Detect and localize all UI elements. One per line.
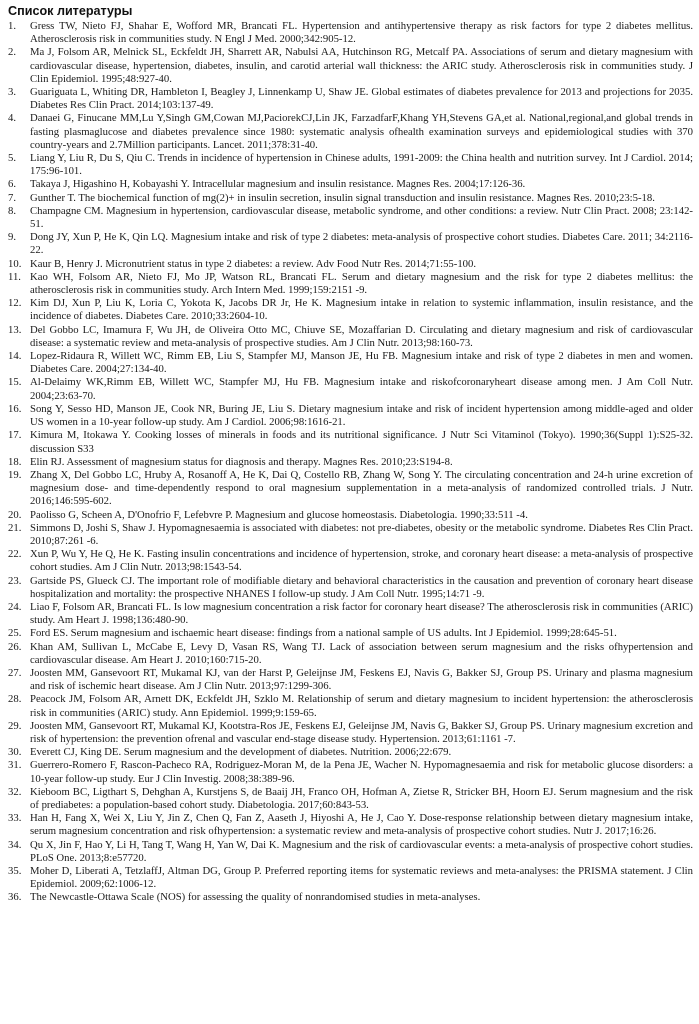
reference-number: 23. [8,574,22,587]
reference-number: 29. [8,719,22,732]
reference-item [6,112,693,152]
reference-number: 15. [8,376,22,389]
reference-text: Song Y, Sesso HD, Manson JE, Cook NR, Buring JE, Liu S. Dietary magnesium intake and risk of incident hypertension among middle-aged and older US women in a 10-year follow-up study. Am J Cardiol. 2006;98:1616-21. [30,402,693,429]
reference-text: Ma J, Folsom AR, Melnick SL, Eckfeldt JH, Sharrett AR, Nabulsi AA, Hutchinson RG, Metcalf PA. Associations of serum and dietary magnesium with cardiovascular disease, hypertension, diabetes, insulin, and carotid arterial wall thickness: the ARIC study. Atherosclerosis risk in communities study. J Clin Epidemiol. 1995;48:927-40. [30,46,693,85]
reference-item [6,152,693,178]
reference-number: 28. [8,693,22,706]
reference-text: Everett CJ, King DE. Serum magnesium and the development of diabetes. Nutrition. 2006;22:679. [30,746,452,759]
reference-item [6,601,693,627]
reference-item [6,746,693,759]
reference-item [6,324,693,350]
reference-item [6,231,693,257]
reference-number: 13. [8,323,22,336]
reference-number: 24. [8,600,22,613]
reference-item [6,350,693,376]
reference-item [6,469,693,509]
reference-number: 21. [8,521,22,534]
reference-item [6,667,693,693]
reference-number: 4. [8,112,17,125]
reference-text: Elin RJ. Assessment of magnesium status for diagnosis and therapy. Magnes Res. 2010;23:S194-8. [30,455,453,468]
reference-item [6,759,693,785]
reference-text: Simmons D, Joshi S, Shaw J. Hypomagnesaemia is associated with diabetes: not pre-diabetes, obesity or the metabolic syndrome. Diabetes Res Clin Pract. 2010;87:261 -6. [30,521,693,547]
reference-number: 33. [8,812,22,825]
reference-number: 6. [8,178,17,191]
reference-item [6,271,693,297]
reference-item [6,258,693,271]
reference-text: Qu X, Jin F, Hao Y, Li H, Tang T, Wang H, Yan W, Dai K. Magnesium and the risk of cardiovascular events: a meta-analysis of prospective cohort studies. PLoS One. 2013;8:e57720. [30,838,693,864]
reference-item [6,86,693,112]
reference-item [6,297,693,323]
reference-number: 11. [8,270,21,283]
reference-number: 19. [8,468,22,481]
reference-number: 7. [8,191,17,204]
reference-number: 5. [8,152,17,165]
reference-number: 18. [8,455,22,468]
reference-item [6,429,693,455]
reference-number: 22. [8,548,22,561]
reference-item [6,403,693,429]
reference-item [6,812,693,838]
reference-item [6,627,693,640]
reference-item [6,522,693,548]
reference-item [6,20,693,46]
reference-text: Danaei G, Finucane MM,Lu Y,Singh GM,Cowan MJ,PaciorekCJ,Lin JK, FarzadfarF,Khang YH,Stevens GA,et al. National,regional,and global trends in fasting plasmaglucose and diabetes prevalence since 1980: systematic analysis ofhealth examination surveys and epidemiological studies with 370 country-years and 2.7Million participants. Lancet. 2011;378:31-40. [30,112,693,151]
reference-text: Khan AM, Sullivan L, McCabe E, Levy D, Vasan RS, Wang TJ. Lack of association between serum magnesium and the risks ofhypertension and cardiovascular disease. Am Heart J. 2010;160:715-20. [30,640,693,666]
reference-number: 31. [8,759,22,772]
reference-text: Ford ES. Serum magnesium and ischaemic heart disease: findings from a national sample of US adults. Int J Epidemiol. 1999;28:645-51. [30,627,617,640]
reference-text: Kao WH, Folsom AR, Nieto FJ, Mo JP, Watson RL, Brancati FL. Serum and dietary magnesium and the risk for type 2 diabetes mellitus: the atherosclerosis risk in communities study. Arch Intern Med. 1999;159:2151 -9. [30,270,693,297]
reference-item [6,641,693,667]
reference-item [6,456,693,469]
section-heading: Список литературы [8,4,133,18]
reference-text: Kim DJ, Xun P, Liu K, Loria C, Yokota K, Jacobs DR Jr, He K. Magnesium intake in relation to systemic inflammation, insulin resistance, and the incidence of diabetes. Diabetes Care. 2010;33:2604-10. [30,297,693,323]
reference-number: 34. [8,838,22,851]
reference-text: Champagne CM. Magnesium in hypertension, cardiovascular disease, metabolic syndrome, and other conditions: a review. Nutr Clin Pract. 2008; 23:142-51. [30,204,693,231]
reference-number: 17. [8,429,22,442]
reference-item [6,548,693,574]
reference-item [6,205,693,231]
reference-text: Guariguata L, Whiting DR, Hambleton I, Beagley J, Linnenkamp U, Shaw JE. Global estimates of diabetes prevalence for 2013 and projections for 2035. Diabetes Res Clin Pract. 2014;103:137-49. [30,86,693,112]
reference-item [6,786,693,812]
reference-number: 9. [8,231,17,244]
reference-number: 8. [8,204,17,217]
reference-text: Paolisso G, Scheen A, D'Onofrio F, Lefebvre P. Magnesium and glucose homeostasis. Diabetologia. 1990;33:511 -4. [30,508,528,521]
reference-number: 10. [8,257,22,270]
reference-number: 35. [8,865,22,877]
reference-text: Gunther T. The biochemical function of mg(2)+ in insulin secretion, insulin signal transduction and insulin resistance. Magnes Res. 2010;23:5-18. [30,191,655,204]
reference-item [6,178,693,191]
reference-number: 12. [8,297,22,310]
reference-text: Al-Delaimy WK,Rimm EB, Willett WC, Stampfer MJ, Hu FB. Magnesium intake and riskofcoronaryheart disease among men. J Am Coll Nutr. 2004;23:63-70. [30,376,693,402]
reference-text: Kimura M, Itokawa Y. Cooking losses of minerals in foods and its nutritional significance. J Nutr Sci Vitaminol (Tokyo). 1990;36(Suppl 1):S25-32. discussion S33 [30,429,693,455]
reference-item [6,720,693,746]
reference-text: Zhang X, Del Gobbo LC, Hruby A, Rosanoff A, He K, Dai Q, Costello RB, Zhang W, Song Y. The circulating concentration and 24-h urine excretion of magnesium dose- and time-dependently respond to oral magnesium supplementation in a meta-analysis of randomized controlled trials. J Nutr. 2016;146:595-602. [30,468,693,508]
reference-number: 20. [8,508,22,521]
reference-number: 36. [8,891,22,904]
reference-text: Kieboom BC, Ligthart S, Dehghan A, Kurstjens S, de Baaij JH, Franco OH, Hofman A, Zietse R, Stricker BH, Hoorn EJ. Serum magnesium and the risk of prediabetes: a population-based cohort study. Diabetologia. 2017;60:843-53. [30,785,693,811]
reference-item [6,509,693,522]
reference-item [6,839,693,865]
reference-number: 16. [8,402,22,415]
reference-text: Xun P, Wu Y, He Q, He K. Fasting insulin concentrations and incidence of hypertension, stroke, and coronary heart disease: a meta-analysis of prospective cohort studies. Am J Clin Nutr. 2013;98:1543-54. [30,548,693,574]
reference-text: Del Gobbo LC, Imamura F, Wu JH, de Oliveira Otto MC, Chiuve SE, Mozaffarian D. Circulating and dietary magnesium and risk of cardiovascular disease: a systematic review and meta-analysis of prospective studies. Am J Clin Nutr. 2013;98:160-73. [30,323,693,349]
reference-number: 26. [8,640,22,653]
reference-text: The Newcastle-Ottawa Scale (NOS) for assessing the quality of nonrandomised studies in meta-analyses. [30,891,481,904]
reference-text: Joosten MM, Gansevoort RT, Mukamal KJ, Kootstra-Ros JE, Feskens EJ, Geleijnse JM, Navis G, Bakker SJ, Group PS. Urinary magnesium excretion and risk of hypertension: the prevention ofrenal and vascular end-stage disease study. Hypertension. 2013;61:1161 -7. [30,719,693,745]
reference-number: 2. [8,46,17,59]
reference-text: Moher D, Liberati A, TetzlaffJ, Altman DG, Group P. Preferred reporting items for systematic reviews and meta-analyses: the PRISMA statement. J Clin Epidemiol. 2009;62:1006-12. [30,865,693,891]
reference-number: 32. [8,785,22,798]
reference-item [6,891,693,904]
reference-text: Gartside PS, Glueck CJ. The important role of modifiable dietary and behavioral characteristics in the causation and prevention of coronary heart disease hospitalization and mortality: the prospective NHANES I follow-up study. J Am Coll Nutr. 1995;14:71 -9. [30,574,693,600]
reference-text: Gress TW, Nieto FJ, Shahar E, Wofford MR, Brancati FL. Hypertension and antihypertensive therapy as risk factors for type 2 diabetes mellitus. Atherosclerosis risk in communities study. N Engl J Med. 2000;342:905-12. [30,20,693,46]
reference-text: Liang Y, Liu R, Du S, Qiu C. Trends in incidence of hypertension in Chinese adults, 1991-2009: the China health and nutrition survey. Int J Cardiol. 2014; 175:96-101. [30,152,693,178]
reference-number: 3. [8,86,17,99]
reference-number: 14. [8,350,22,363]
reference-text: Takaya J, Higashino H, Kobayashi Y. Intracellular magnesium and insulin resistance. Magnes Res. 2004;17:126-36. [30,178,526,191]
reference-item [6,865,693,891]
reference-text: Dong JY, Xun P, He K, Qin LQ. Magnesium intake and risk of type 2 diabetes: meta-analysis of prospective cohort studies. Diabetes Care. 2011; 34:2116-22. [30,231,693,257]
reference-text: Lopez-Ridaura R, Willett WC, Rimm EB, Liu S, Stampfer MJ, Manson JE, Hu FB. Magnesium intake and risk of type 2 diabetes in men and women. Diabetes Care. 2004;27:134-40. [30,350,693,376]
reference-item [6,575,693,601]
reference-number: 30. [8,746,22,759]
reference-text: Liao F, Folsom AR, Brancati FL. Is low magnesium concentration a risk factor for coronary heart disease? The atherosclerosis risk in communities (ARIC) study. Am Heart J. 1998;136:480-90. [30,600,693,627]
reference-text: Han H, Fang X, Wei X, Liu Y, Jin Z, Chen Q, Fan Z, Aaseth J, Hiyoshi A, He J, Cao Y. Dose-response relationship between dietary magnesium intake, serum magnesium concentration and risk ofhypertension: a systematic review and meta-analysis of prospective cohort studies. Nutr J. 2017;16:26. [30,812,693,838]
reference-item [6,376,693,402]
reference-text: Peacock JM, Folsom AR, Arnett DK, Eckfeldt JH, Szklo M. Relationship of serum and dietary magnesium to incident hypertension: the atherosclerosis risk in communities (ARIC) study. Ann Epidemiol. 1999;9:159-65. [30,693,693,719]
reference-item [6,693,693,719]
reference-text: Kaur B, Henry J. Micronutrient status in type 2 diabetes: a review. Adv Food Nutr Res. 2014;71:55-100. [30,257,477,270]
reference-number: 25. [8,627,22,640]
reference-number: 27. [8,666,22,679]
reference-item [6,192,693,205]
reference-number: 1. [8,20,17,32]
reference-list [6,20,693,905]
reference-text: Guerrero-Romero F, Rascon-Pacheco RA, Rodriguez-Moran M, de la Pena JE, Wacher N. Hypomagnesaemia and risk for metabolic glucose disorders: a 10-year follow-up study. Eur J Clin Investig. 2008;38:389-96. [30,759,693,785]
reference-text: Joosten MM, Gansevoort RT, Mukamal KJ, van der Harst P, Geleijnse JM, Feskens EJ, Navis G, Bakker SJ, Group PS. Urinary and plasma magnesium and risk of ischemic heart disease. Am J Clin Nutr. 2013;97:1299-306. [30,666,693,693]
reference-item [6,46,693,86]
